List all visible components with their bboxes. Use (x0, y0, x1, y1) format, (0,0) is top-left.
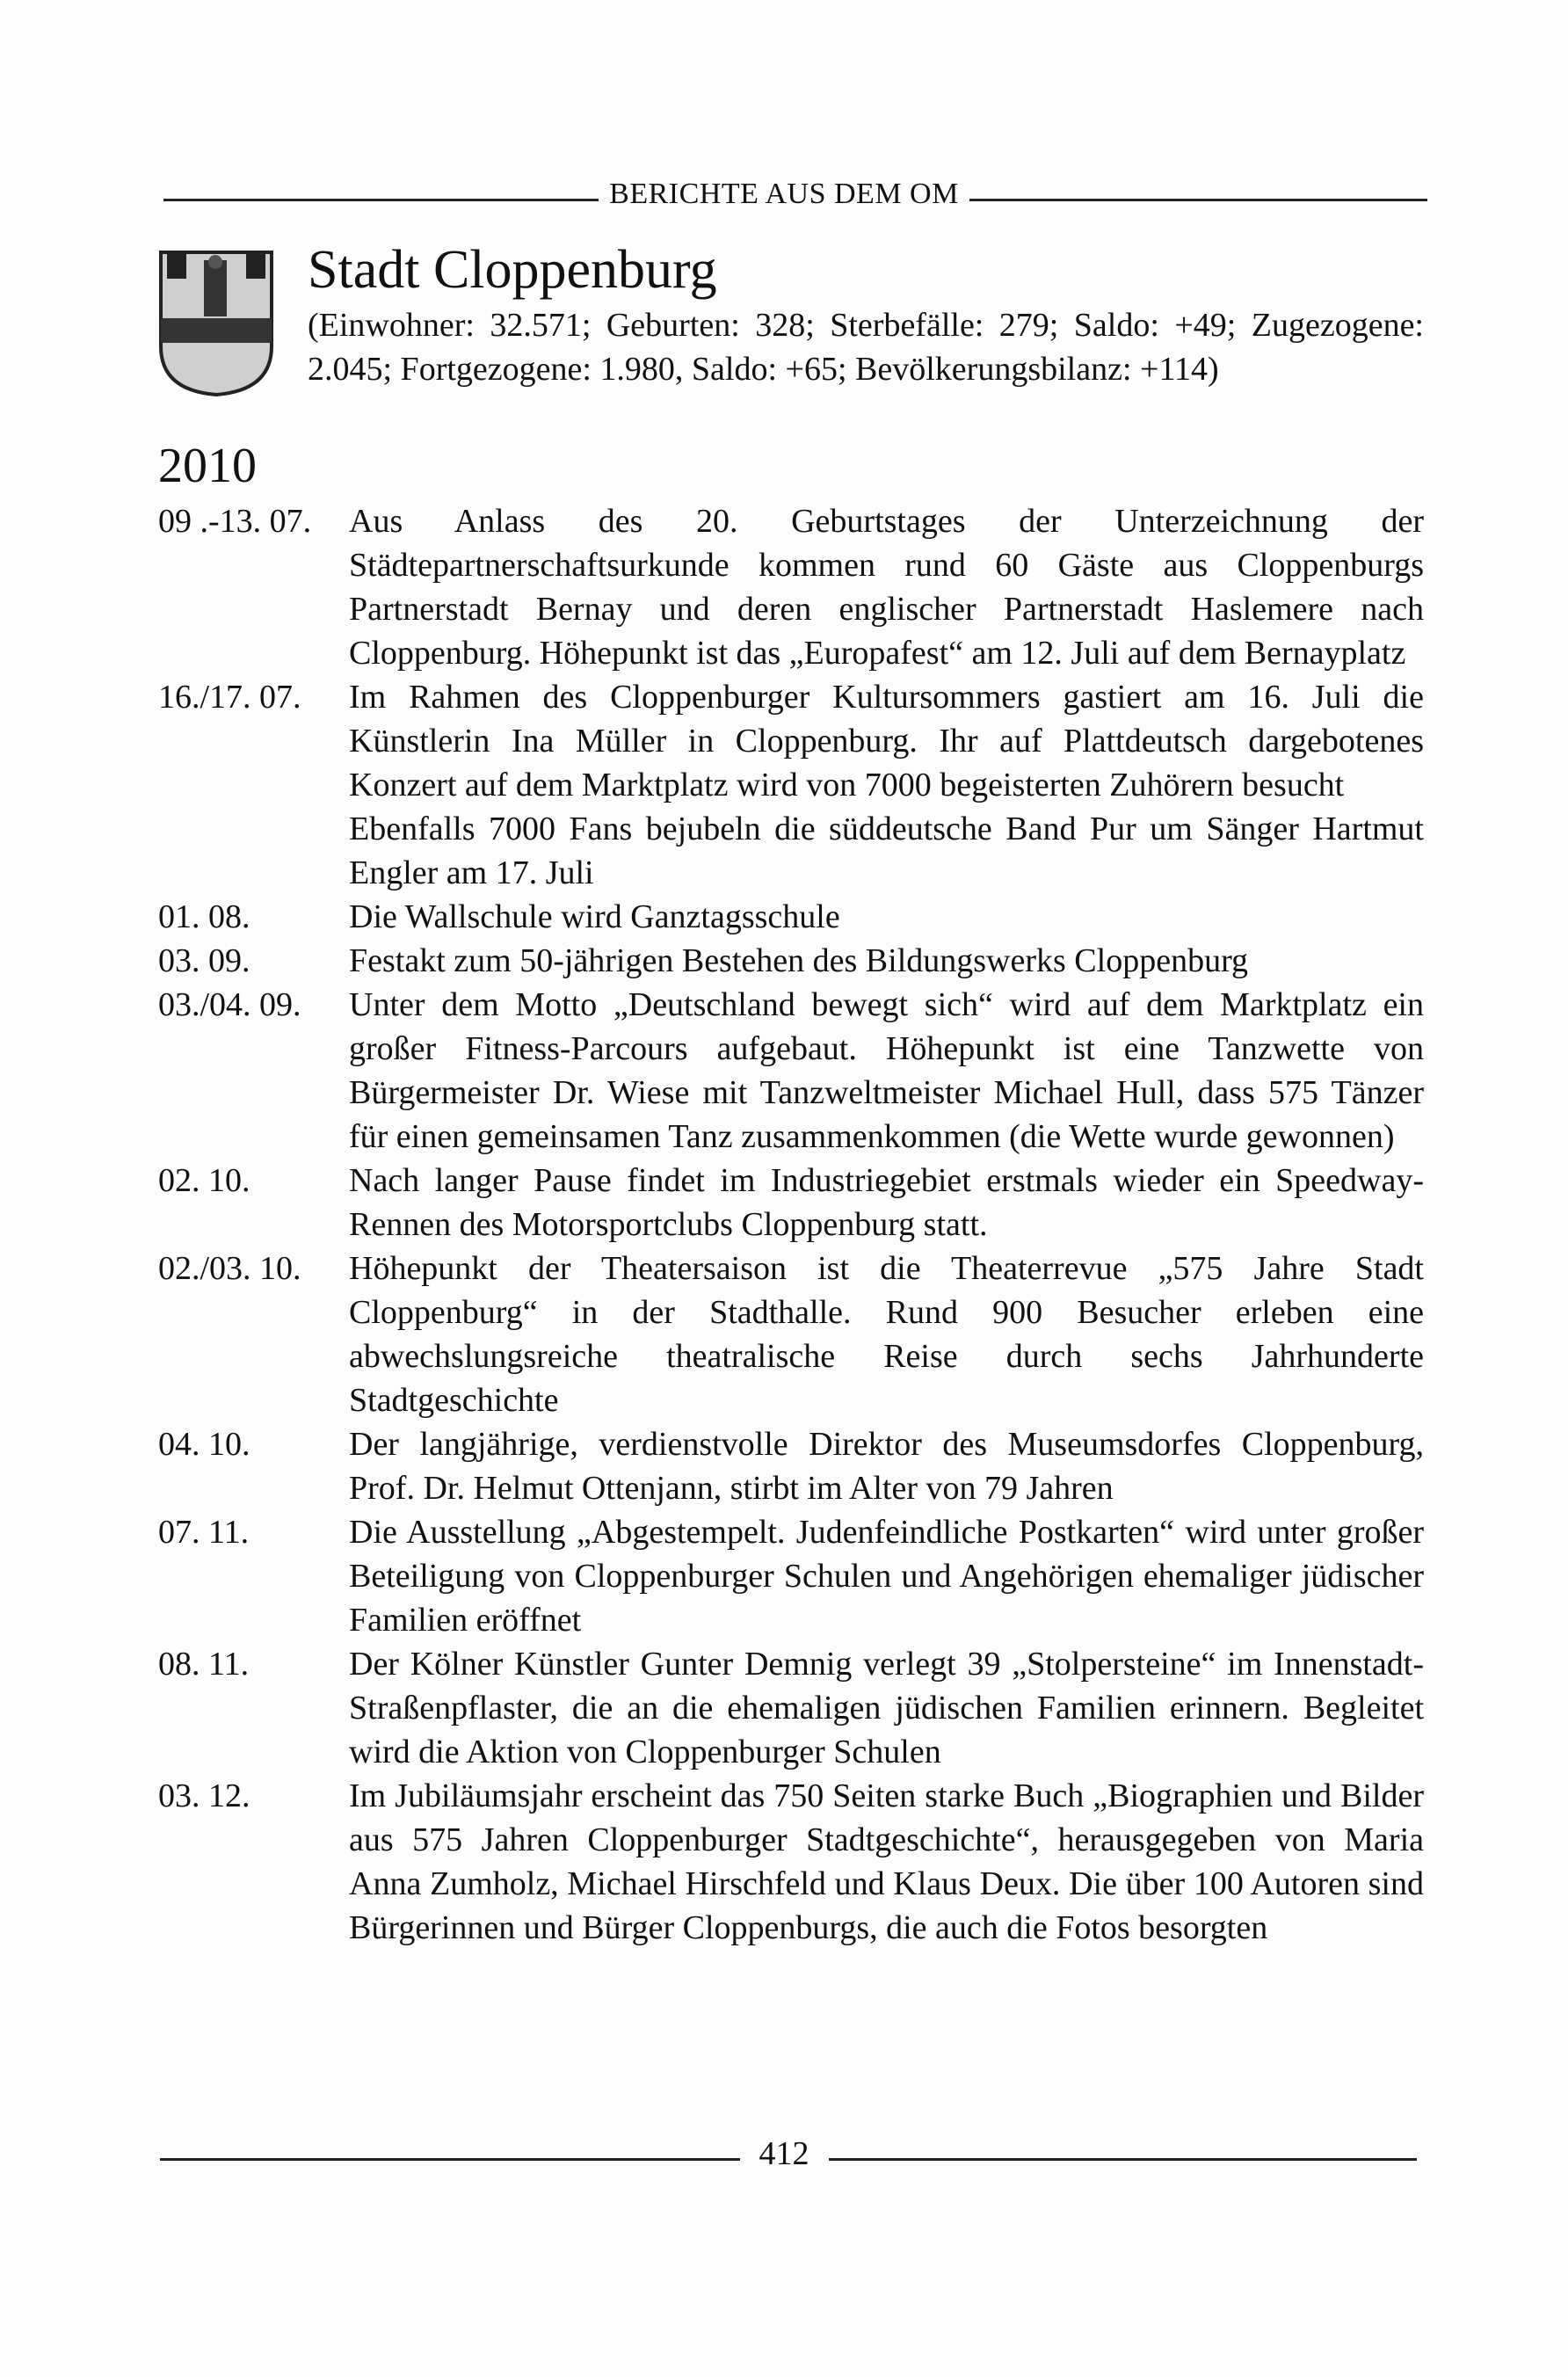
entry-text (349, 1159, 1424, 1247)
running-header (0, 178, 1568, 211)
page-number-text: 412 (740, 2135, 829, 2172)
entry-date: 16./17. 07. (158, 679, 301, 716)
population-statistics: (Einwohner: 32.571; Geburten: 328; Sterbefälle: 279; Saldo: +49; Zugezogene: 2.045; Fortgezogene: 1.980, Saldo: +65; Bevölkerungsbilanz: +114) (308, 307, 1424, 388)
entry-paragraph: Festakt zum 50-jährigen Bestehen des Bildungswerks Cloppenburg (349, 942, 1249, 979)
entry-text (349, 1422, 1424, 1510)
entry-text (349, 895, 1424, 939)
entry-text (349, 983, 1424, 1159)
chronicle-entry (158, 939, 1424, 983)
running-header-text: BERICHTE AUS DEM OM (599, 178, 969, 210)
chronicle-entry (158, 1247, 1424, 1422)
entry-date: 02. 10. (158, 1162, 250, 1199)
entry-date: 07. 11. (158, 1514, 250, 1551)
entry-paragraph: Die Ausstellung „Abgestempelt. Judenfeindliche Postkarten“ wird unter großer Beteiligung von Cloppenburger Schulen und Angehörigen ehemaliger jüdischer Familien eröffnet (349, 1514, 1424, 1639)
entry-text (349, 499, 1424, 675)
entry-paragraph: Ebenfalls 7000 Fans bejubeln die süddeutsche Band Pur um Sänger Hartmut Engler am 17. Juli (349, 811, 1424, 891)
chronicle-entry (158, 895, 1424, 939)
chronicle-list (158, 499, 1424, 1950)
entry-paragraph: Aus Anlass des 20. Geburtstages der Unterzeichnung der Städtepartnerschaftsurkunde kommen rund 60 Gäste aus Cloppenburgs Partnerstadt Bernay und deren englischer Partnerstadt Haslemere nach Cloppenburg. Höhepunkt ist das „Europafest“ am 12. Juli auf dem Bernayplatz (349, 503, 1424, 672)
entry-text (349, 1247, 1424, 1422)
entry-text (349, 939, 1424, 983)
chronicle-entry (158, 675, 1424, 895)
page-title: Stadt Cloppenburg (308, 240, 717, 300)
entry-paragraph: Der Kölner Künstler Gunter Demnig verlegt 39 „Stolpersteine“ im Innenstadt-Straßenpflaster, die an die ehemaligen jüdischen Familien erinnern. Begleitet wird die Aktion von Cloppenburger Schulen (349, 1646, 1424, 1770)
coat-of-arms-icon (158, 250, 274, 397)
entry-paragraph: Die Wallschule wird Ganztagsschule (349, 898, 840, 935)
chronicle-entry (158, 1422, 1424, 1510)
entry-paragraph: Höhepunkt der Theatersaison ist die Theaterrevue „575 Jahre Stadt Cloppenburg“ in der Stadthalle. Rund 900 Besucher erleben eine abwechslungsreiche theatralische Reise durch sechs Jahrhunderte Stadtgeschichte (349, 1250, 1424, 1419)
entry-date: 02./03. 10. (158, 1250, 301, 1287)
entry-text (349, 675, 1424, 895)
entry-date: 01. 08. (158, 898, 250, 935)
entry-text (349, 1642, 1424, 1774)
chronicle-entry (158, 983, 1424, 1159)
chronicle-entry (158, 1774, 1424, 1950)
entry-paragraph: Im Jubiläumsjahr erscheint das 750 Seiten starke Buch „Biographien und Bilder aus 575 Jahren Cloppenburger Stadtgeschichte“, herausgegeben von Maria Anna Zumholz, Michael Hirschfeld und Klaus Deux. Die über 100 Autoren sind Bürgerinnen und Bürger Cloppenburgs, die auch die Fotos besorgten (349, 1777, 1424, 1946)
entry-date: 03. 12. (158, 1777, 250, 1814)
chronicle-entry (158, 1159, 1424, 1247)
chronicle-entry (158, 1510, 1424, 1642)
chronicle-entry (158, 499, 1424, 675)
entry-paragraph: Der langjährige, verdienstvolle Direktor des Museumsdorfes Cloppenburg, Prof. Dr. Helmut Ottenjann, stirbt im Alter von 79 Jahren (349, 1426, 1424, 1507)
entry-text (349, 1510, 1424, 1642)
entry-date: 08. 11. (158, 1646, 250, 1683)
entry-paragraph: Nach langer Pause findet im Industriegebiet erstmals wieder ein Speedway-Rennen des Motorsportclubs Cloppenburg statt. (349, 1162, 1424, 1243)
entry-date: 09 .-13. 07. (158, 503, 312, 540)
entry-paragraph: Unter dem Motto „Deutschland bewegt sich“ wird auf dem Marktplatz ein großer Fitness-Parcours aufgebaut. Höhepunkt ist eine Tanzwette von Bürgermeister Dr. Wiese mit Tanzweltmeister Michael Hull, dass 575 Tänzer für einen gemeinsamen Tanz zusammenkommen (die Wette wurde gewonnen) (349, 986, 1424, 1155)
entry-date: 03. 09. (158, 942, 250, 979)
entry-text (349, 1774, 1424, 1950)
chronicle-entry (158, 1642, 1424, 1774)
year-heading: 2010 (158, 439, 257, 493)
entry-paragraph: Im Rahmen des Cloppenburger Kultursommers gastiert am 16. Juli die Künstlerin Ina Müller in Cloppenburg. Ihr auf Plattdeutsch dargebotenes Konzert auf dem Marktplatz wird von 7000 begeisterten Zuhörern besucht (349, 679, 1424, 803)
entry-date: 03./04. 09. (158, 986, 301, 1023)
entry-date: 04. 10. (158, 1426, 250, 1463)
page-number (0, 2134, 1568, 2173)
